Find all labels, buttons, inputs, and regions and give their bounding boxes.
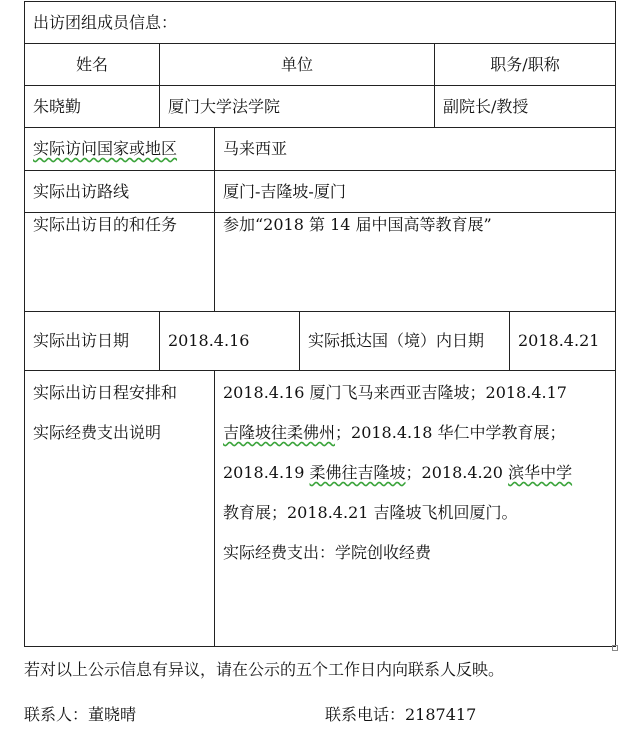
schedule-line4: 教育展；2018.4.21 吉隆坡飞机回厦门。 <box>223 503 518 522</box>
depart-value: 2018.4.16 <box>160 312 300 371</box>
schedule-label-line1: 实际出访日程安排和 <box>33 383 178 402</box>
schedule-line3-place: 柔佛往吉隆坡 <box>309 463 406 482</box>
contact-person: 联系人：董晓晴 <box>24 705 137 724</box>
schedule-line2-rest: ；2018.4.18 华仁中学教育展； <box>335 423 566 442</box>
contact-phone: 联系电话：2187417 <box>325 705 477 724</box>
route-value: 厦门-吉隆坡-厦门 <box>215 171 616 213</box>
country-value: 马来西亚 <box>215 128 616 171</box>
depart-label: 实际出访日期 <box>25 312 160 371</box>
schedule-line3-mid: ；2018.4.20 <box>405 463 509 482</box>
schedule-line2 <box>223 413 607 453</box>
schedule-line1: 2018.4.16 厦门飞马来西亚吉隆坡；2018.4.17 <box>223 383 567 402</box>
purpose-value: 参加“2018 第 14 届中国高等教育展” <box>215 213 616 312</box>
route-label: 实际出访路线 <box>25 171 215 213</box>
footer-note: 若对以上公示信息有异议，请在公示的五个工作日内向联系人反映。 <box>24 660 505 679</box>
footer-contact-row <box>24 705 624 725</box>
section-title: 出访团组成员信息： <box>25 2 616 44</box>
member-name: 朱晓勤 <box>25 86 160 128</box>
schedule-label <box>25 371 215 647</box>
member-unit: 厦门大学法学院 <box>160 86 435 128</box>
return-label: 实际抵达国（境）内日期 <box>300 312 510 371</box>
country-label-text: 实际访问国家或地区 <box>33 139 178 158</box>
schedule-line3 <box>223 453 607 493</box>
schedule-line3-school: 滨华中学 <box>508 463 573 482</box>
schedule-line3-date: 2018.4.19 <box>223 463 310 482</box>
table-corner-marker <box>612 645 618 651</box>
schedule-label-line2: 实际经费支出说明 <box>33 423 162 442</box>
member-position: 副院长/教授 <box>435 86 616 128</box>
purpose-label: 实际出访目的和任务 <box>25 213 215 312</box>
schedule-line5: 实际经费支出：学院创收经费 <box>223 543 432 562</box>
info-table <box>24 1 616 647</box>
return-value: 2018.4.21 <box>510 312 616 371</box>
country-label <box>25 128 215 171</box>
header-position: 职务/职称 <box>435 44 616 86</box>
header-unit: 单位 <box>160 44 435 86</box>
schedule-details <box>215 371 616 647</box>
schedule-line2-place: 吉隆坡往柔佛州 <box>223 423 336 442</box>
header-name: 姓名 <box>25 44 160 86</box>
